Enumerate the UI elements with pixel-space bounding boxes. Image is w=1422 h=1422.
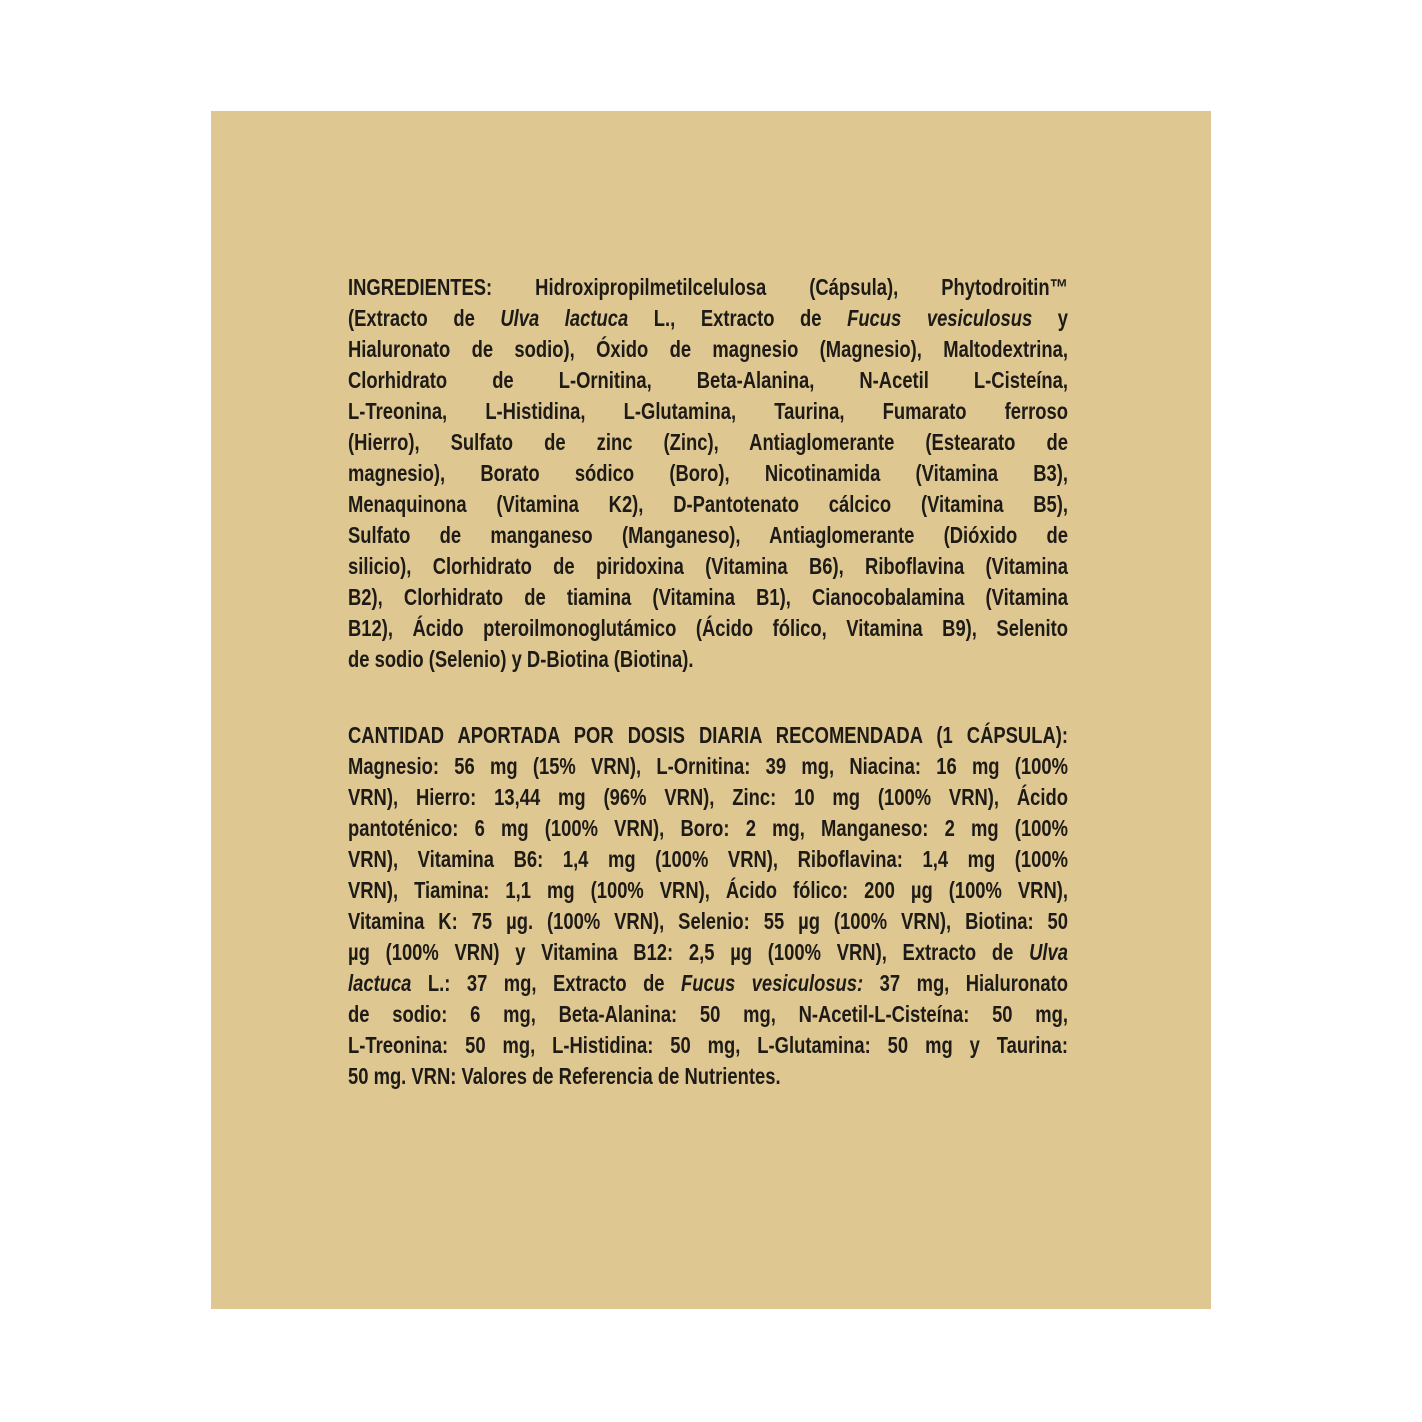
text-line: lactuca L.: 37 mg, Extracto de Fucus vesiculosus: 37 mg, Hialuronato [348, 970, 1068, 996]
text-line: Menaquinona (Vitamina K2), D-Pantotenato cálcico (Vitamina B5), [348, 491, 1068, 517]
text-line: L-Treonina, L-Histidina, L-Glutamina, Taurina, Fumarato ferroso [348, 398, 1068, 424]
text-line: Sulfato de manganeso (Manganeso), Antiaglomerante (Dióxido de [348, 522, 1068, 548]
text-line: (Extracto de Ulva lactuca L., Extracto de Fucus vesiculosus y [348, 305, 1068, 331]
text-line: L-Treonina: 50 mg, L-Histidina: 50 mg, L-Glutamina: 50 mg y Taurina: [348, 1032, 1068, 1058]
text-line: Magnesio: 56 mg (15% VRN), L-Ornitina: 39 mg, Niacina: 16 mg (100% [348, 753, 1068, 779]
text-line: magnesio), Borato sódico (Boro), Nicotinamida (Vitamina B3), [348, 460, 1068, 486]
text-line: VRN), Vitamina B6: 1,4 mg (100% VRN), Riboflavina: 1,4 mg (100% [348, 846, 1068, 872]
text-line: B12), Ácido pteroilmonoglutámico (Ácido fólico, Vitamina B9), Selenito [348, 615, 1068, 641]
text-line: VRN), Hierro: 13,44 mg (96% VRN), Zinc: 10 mg (100% VRN), Ácido [348, 784, 1068, 810]
text-line: Hialuronato de sodio), Óxido de magnesio (Magnesio), Maltodextrina, [348, 336, 1068, 362]
text-line: B2), Clorhidrato de tiamina (Vitamina B1), Cianocobalamina (Vitamina [348, 584, 1068, 610]
label-panel [211, 111, 1211, 1309]
text-line: de sodio (Selenio) y D-Biotina (Biotina). [348, 646, 694, 672]
paragraph-ingredients [348, 272, 1068, 675]
text-line: VRN), Tiamina: 1,1 mg (100% VRN), Ácido fólico: 200 µg (100% VRN), [348, 877, 1068, 903]
text-line: CANTIDAD APORTADA POR DOSIS DIARIA RECOMENDADA (1 CÁPSULA): [348, 722, 1068, 748]
text-line: Clorhidrato de L-Ornitina, Beta-Alanina, N-Acetil L-Cisteína, [348, 367, 1068, 393]
text-line: (Hierro), Sulfato de zinc (Zinc), Antiaglomerante (Estearato de [348, 429, 1068, 455]
text-line: 50 mg. VRN: Valores de Referencia de Nutrientes. [348, 1063, 781, 1089]
text-line: µg (100% VRN) y Vitamina B12: 2,5 µg (100% VRN), Extracto de Ulva [348, 939, 1068, 965]
paragraph-daily-dose [348, 720, 1068, 1092]
text-line: pantoténico: 6 mg (100% VRN), Boro: 2 mg, Manganeso: 2 mg (100% [348, 815, 1068, 841]
text-line: de sodio: 6 mg, Beta-Alanina: 50 mg, N-Acetil-L-Cisteína: 50 mg, [348, 1001, 1068, 1027]
text-line: silicio), Clorhidrato de piridoxina (Vitamina B6), Riboflavina (Vitamina [348, 553, 1068, 579]
label-text-block [348, 272, 1068, 1092]
text-line: INGREDIENTES: Hidroxipropilmetilcelulosa (Cápsula), Phytodroitin™ [348, 274, 1068, 300]
text-line: Vitamina K: 75 µg. (100% VRN), Selenio: 55 µg (100% VRN), Biotina: 50 [348, 908, 1068, 934]
